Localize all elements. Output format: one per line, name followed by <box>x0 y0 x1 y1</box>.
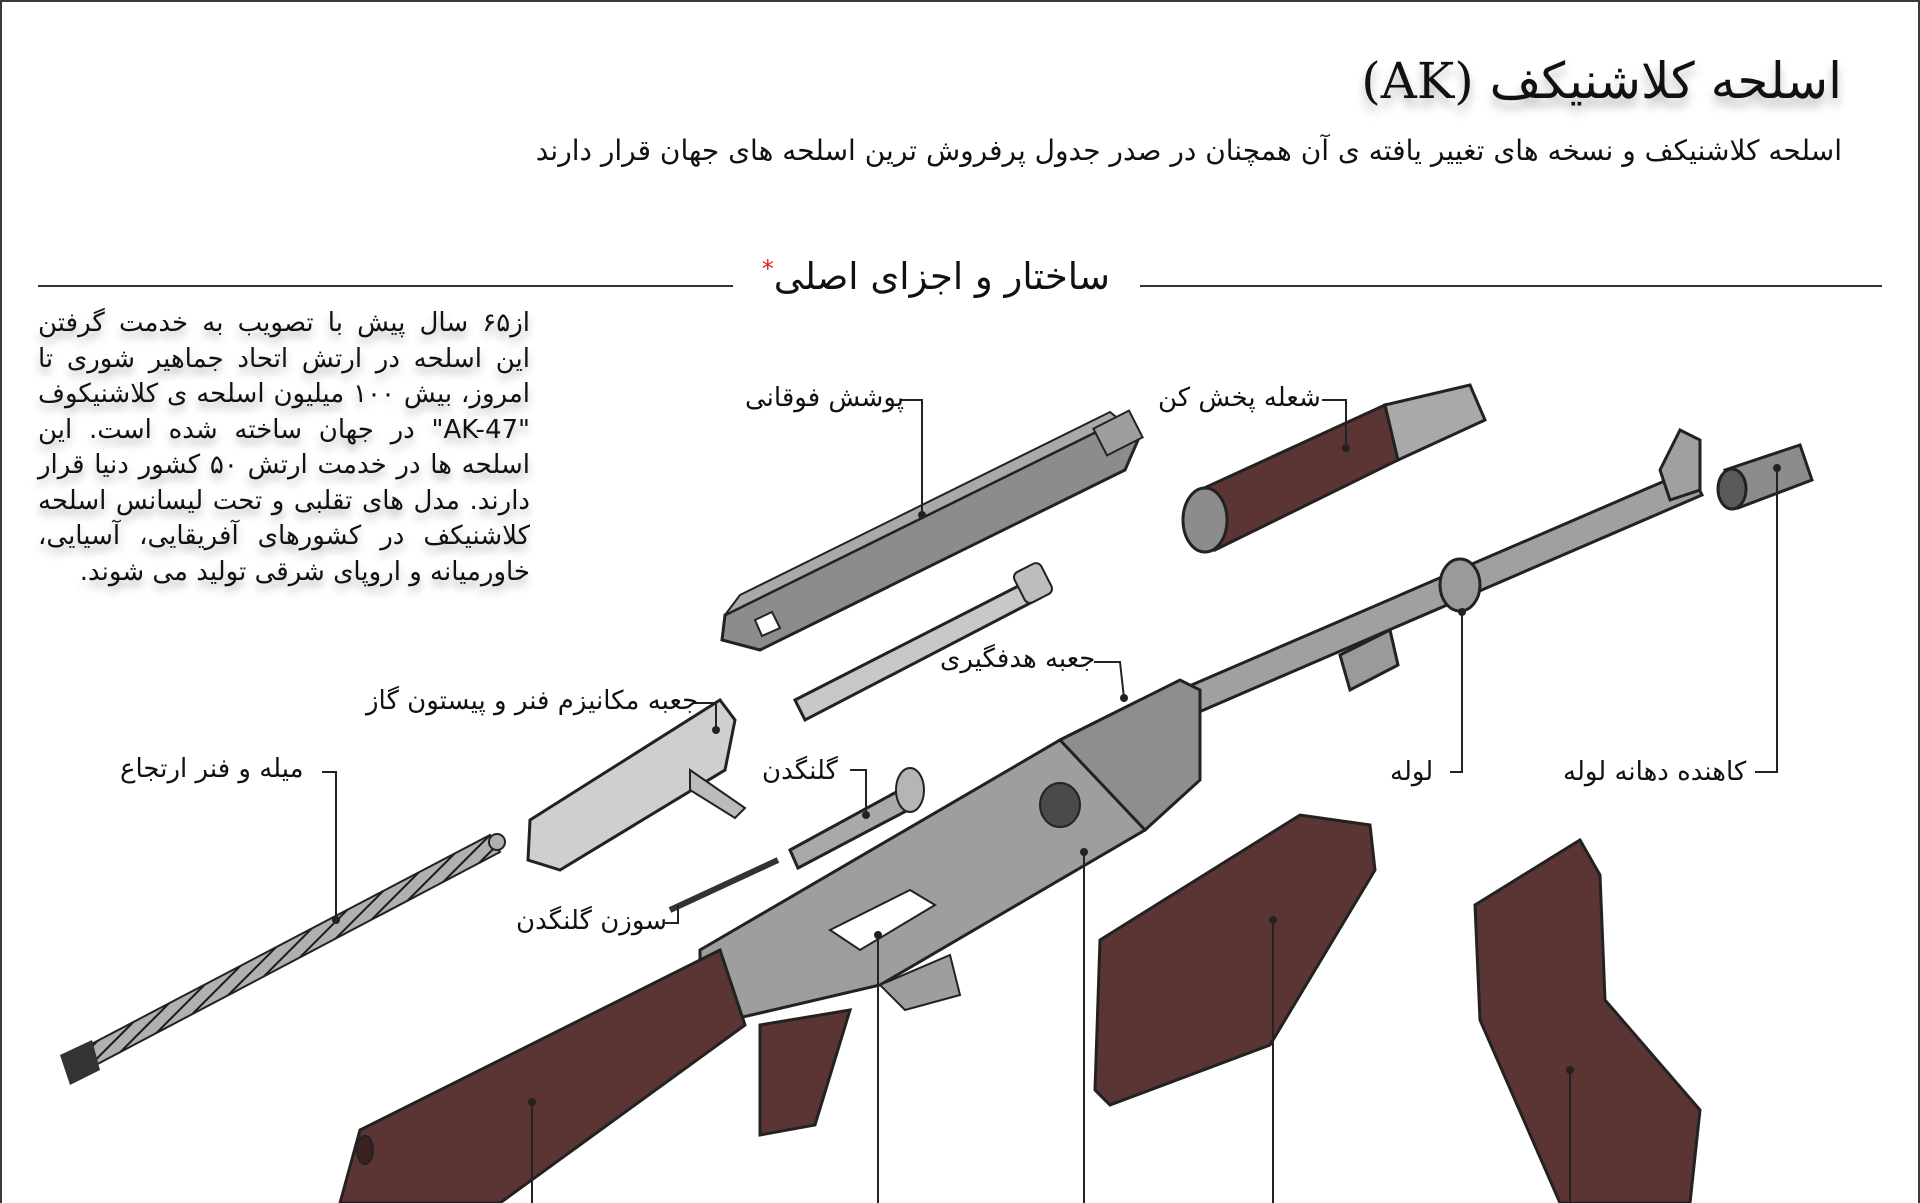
label-firing-pin: سوزن گلنگدن <box>516 906 668 936</box>
label-top-cover: پوشش فوقانی <box>745 383 904 413</box>
footnote-star: * <box>761 255 774 283</box>
top-cover-part <box>722 411 1143 650</box>
label-barrel: لوله <box>1390 757 1434 787</box>
label-rear-sight: جعبه هدفگیری <box>940 644 1096 674</box>
label-recoil-spring: میله و فنر ارتجاع <box>120 754 304 784</box>
label-flash-hider: شعله پخش کن <box>1158 383 1321 413</box>
label-muzzle-brake: کاهنده دهانه لوله <box>1563 757 1747 787</box>
firing-pin-part <box>670 860 778 910</box>
gas-piston-part <box>528 700 745 870</box>
section-heading-text: ساختار و اجزای اصلی <box>773 255 1110 298</box>
label-bolt: گلنگدن <box>762 756 838 786</box>
lower-handguard-part <box>1095 815 1375 1105</box>
page-subtitle: اسلحه کلاشنیکف و نسخه های تغییر یافته ی آن همچنان در صدر جدول پرفروش ترین اسلحه های جهان قرار دارند <box>535 134 1842 167</box>
page-title: اسلحه کلاشنیکف (AK) <box>1361 52 1842 110</box>
recoil-spring-part <box>60 834 505 1085</box>
magazine-part <box>1475 840 1700 1203</box>
label-gas-piston: جعبه مکانیزم فنر و پیستون گاز <box>366 686 699 716</box>
stock-part <box>340 950 745 1203</box>
muzzle-brake-part <box>1718 445 1812 509</box>
pistol-grip-part <box>760 1010 850 1135</box>
intro-paragraph: از۶۵ سال پیش با تصویب به خدمت گرفتن این اسلحه در ارتش اتحاد جماهیر شوری تا امروز، بیش ۱۰۰ میلیون اسلحه ی کلاشنیکوف "AK-47" در جهان ساخته شده است. این اسلحه ها در خدمت ارتش ۵۰ کشور دنیا قرار دارند. مدل های تقلبی و تحت لیسانس اسلحه کلاشنیکف در کشورهای آفریقایی، آسیایی، خاورمیانه و اروپای شرقی تولید می شوند. <box>38 308 530 587</box>
